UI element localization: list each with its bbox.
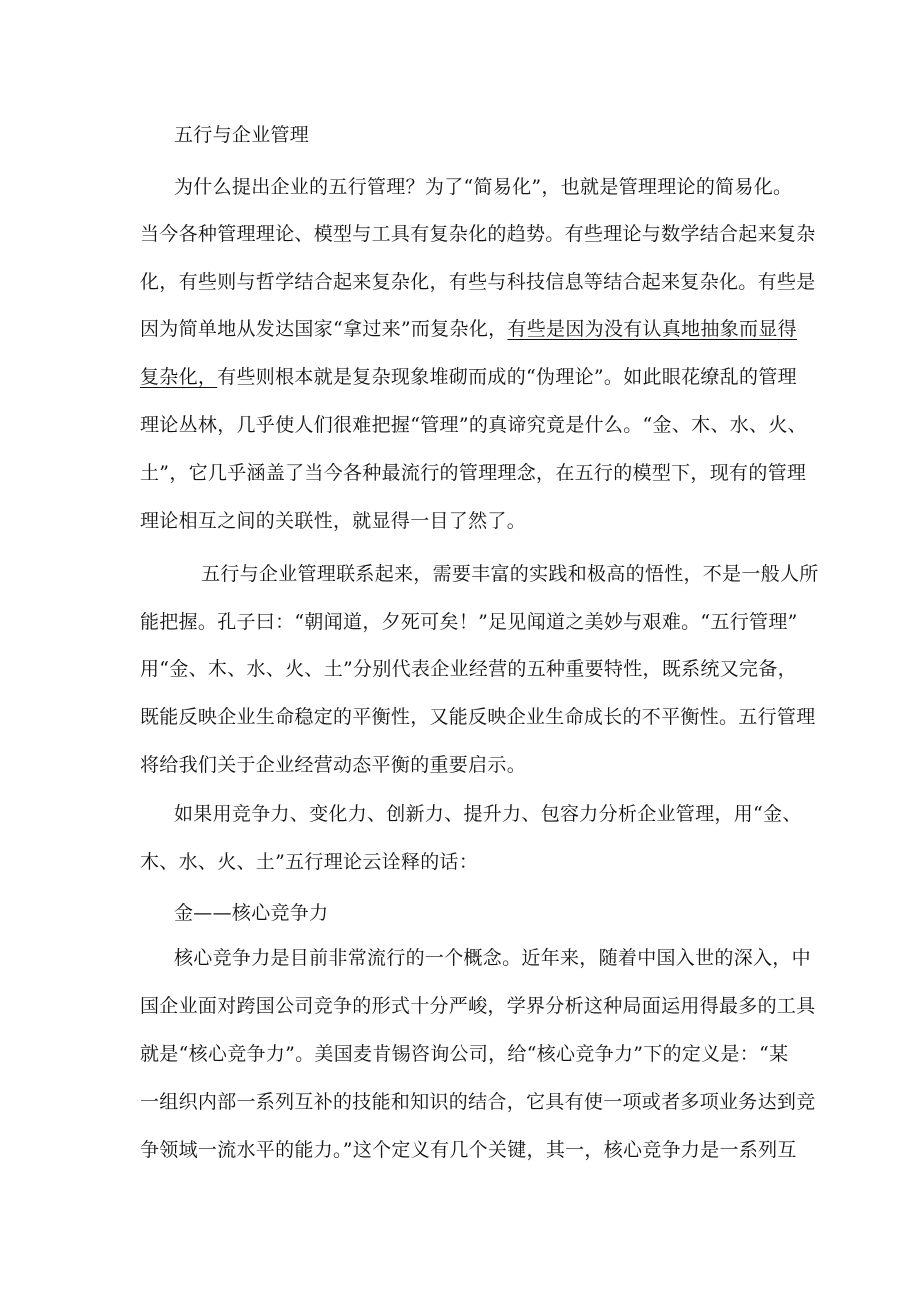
document-title: 五行与企业管理 [174, 124, 310, 146]
paragraph-1-underlined-phrase-start: 有些是因为没有认真地抽象而显得 [507, 318, 797, 340]
paragraph-1-line-6: 理论丛林，几乎使人们很难把握“管理”的真谛究竟是什么。“金、木、水、火、 [140, 414, 807, 436]
paragraph-1-line-4 [140, 315, 797, 343]
paragraph-2-line-2: 能把握。孔子曰：“朝闻道，夕死可矣！”足见闻道之美妙与艰难。“五行管理” [140, 611, 798, 633]
paragraph-1-line-7: 土”，它几乎涵盖了当今各种最流行的管理理念，在五行的模型下，现有的管理 [140, 462, 807, 484]
paragraph-1-underlined-phrase-end: 复杂化， [140, 366, 218, 388]
paragraph-4-line-2: 国企业面对跨国公司竞争的形式十分严峻，学界分析这种局面运用得最多的工具 [140, 995, 816, 1017]
paragraph-4-line-1: 核心竞争力是目前非常流行的一个概念。近年来，随着中国入世的深入，中 [174, 947, 811, 969]
paragraph-2-line-5: 将给我们关于企业经营动态平衡的重要启示。 [140, 754, 527, 776]
paragraph-4-line-5: 争领域一流水平的能力。”这个定义有几个关键，其一，核心竞争力是一系列互 [140, 1139, 797, 1161]
paragraph-2-line-3: 用“金、木、水、火、土”分别代表企业经营的五种重要特性，既系统又完备， [140, 658, 797, 680]
paragraph-1-line-4-plain: 因为简单地从发达国家“拿过来”而复杂化， [140, 318, 508, 340]
section-heading-jin: 金——核心竞争力 [174, 902, 329, 924]
paragraph-2-line-1: 五行与企业管理联系起来，需要丰富的实践和极高的悟性，不是一般人所 [201, 563, 819, 585]
paragraph-4-line-3: 就是“核心竞争力”。美国麦肯锡咨询公司，给“核心竞争力”下的定义是：“某 [140, 1043, 789, 1065]
paragraph-3-line-2: 木、水、火、土”五行理论云诠释的话： [140, 851, 479, 873]
paragraph-1-line-5 [140, 363, 797, 391]
paragraph-1-line-3: 化，有些则与哲学结合起来复杂化，有些与科技信息等结合起来复杂化。有些是 [140, 271, 816, 293]
paragraph-3-line-1: 如果用竞争力、变化力、创新力、提升力、包容力分析企业管理，用“金、 [174, 803, 802, 825]
paragraph-1-line-1: 为什么提出企业的五行管理？为了“简易化”，也就是管理理论的简易化。 [174, 176, 793, 198]
paragraph-1-line-2: 当今各种管理理论、模型与工具有复杂化的趋势。有些理论与数学结合起来复杂 [140, 223, 816, 245]
paragraph-2-line-4: 既能反映企业生命稳定的平衡性，又能反映企业生命成长的不平衡性。五行管理 [140, 706, 816, 728]
paragraph-1-line-8: 理论相互之间的关联性，就显得一目了然了。 [140, 510, 527, 532]
paragraph-4-line-4: 一组织内部一系列互补的技能和知识的结合，它具有使一项或者多项业务达到竞 [140, 1091, 816, 1113]
paragraph-1-line-5-plain: 有些则根本就是复杂现象堆砌而成的“伪理论”。如此眼花缭乱的管理 [217, 366, 797, 388]
